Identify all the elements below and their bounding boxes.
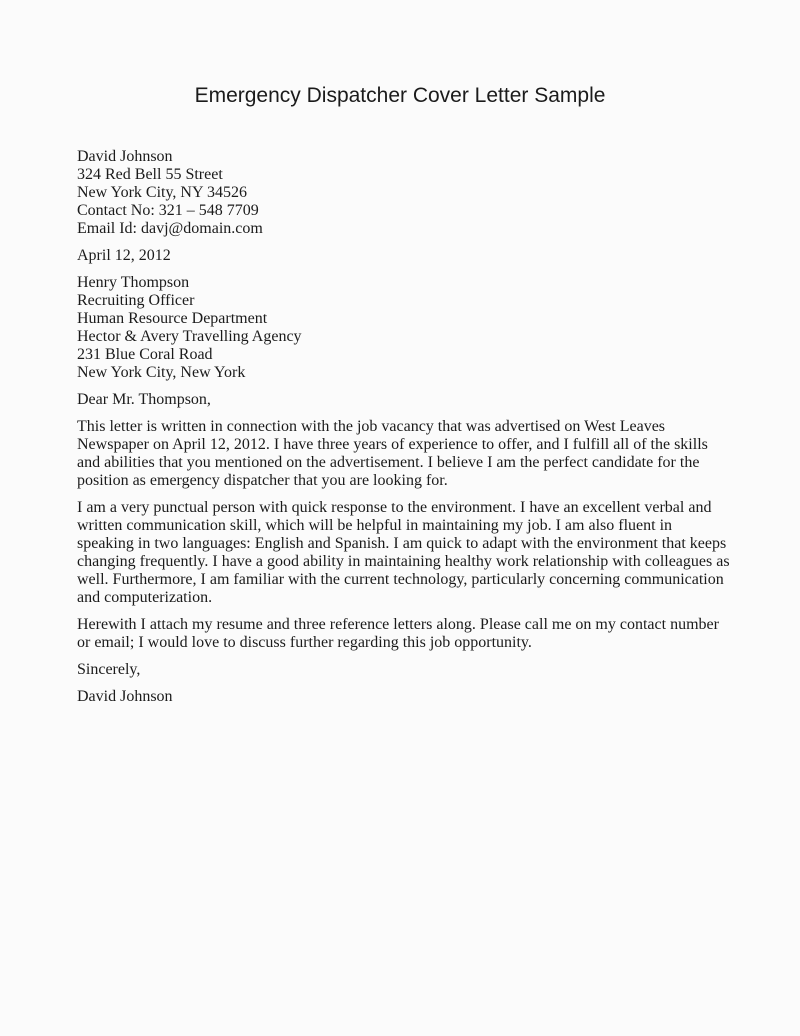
signature-name: David Johnson <box>77 688 173 705</box>
body-paragraph-2: I am a very punctual person with quick response to the environment. I have an excellent verbal and written communication skill, which will be helpful in maintaining my job. I am also fluent in speaking in two languages: English and Spanish. I am quick to adapt with the environment that keeps changing frequently. I have a good ability in maintaining healthy work relationship with colleagues as well. Furthermore, I am familiar with the current technology, particularly concerning communication and computerization. <box>77 499 730 606</box>
date-block <box>77 247 732 265</box>
sender-contact: Contact No: 321 – 548 7709 <box>77 202 259 219</box>
body-paragraph-1: This letter is written in connection with the job vacancy that was advertised on West Leaves Newspaper on April 12, 2012. I have three years of experience to offer, and I fulfill all of the skills and abilities that you mentioned on the advertisement. I believe I am the perfect candidate for the position as emergency dispatcher that you are looking for. <box>77 418 708 489</box>
letter-date: April 12, 2012 <box>77 247 171 264</box>
recipient-address-line2: New York City, New York <box>77 364 246 381</box>
recipient-company: Hector & Avery Travelling Agency <box>77 328 302 345</box>
sender-address-block <box>77 148 732 238</box>
sender-address-line1: 324 Red Bell 55 Street <box>77 166 223 183</box>
recipient-name: Henry Thompson <box>77 274 190 291</box>
recipient-address-block <box>77 274 732 382</box>
sender-email: Email Id: davj@domain.com <box>77 220 263 237</box>
signature-block <box>77 688 732 706</box>
body-paragraph-3: Herewith I attach my resume and three reference letters along. Please call me on my contact number or email; I would love to discuss further regarding this job opportunity. <box>77 616 719 651</box>
recipient-job-title: Recruiting Officer <box>77 292 195 309</box>
sender-address-line2: New York City, NY 34526 <box>77 184 247 201</box>
recipient-address-line1: 231 Blue Coral Road <box>77 346 213 363</box>
sender-name: David Johnson <box>77 148 173 165</box>
recipient-department: Human Resource Department <box>77 310 268 327</box>
salutation-block <box>77 391 732 409</box>
closing: Sincerely, <box>77 661 141 678</box>
salutation: Dear Mr. Thompson, <box>77 391 211 408</box>
letter-body <box>77 148 732 706</box>
document-title: Emergency Dispatcher Cover Letter Sample <box>194 84 606 107</box>
closing-block <box>77 661 732 679</box>
